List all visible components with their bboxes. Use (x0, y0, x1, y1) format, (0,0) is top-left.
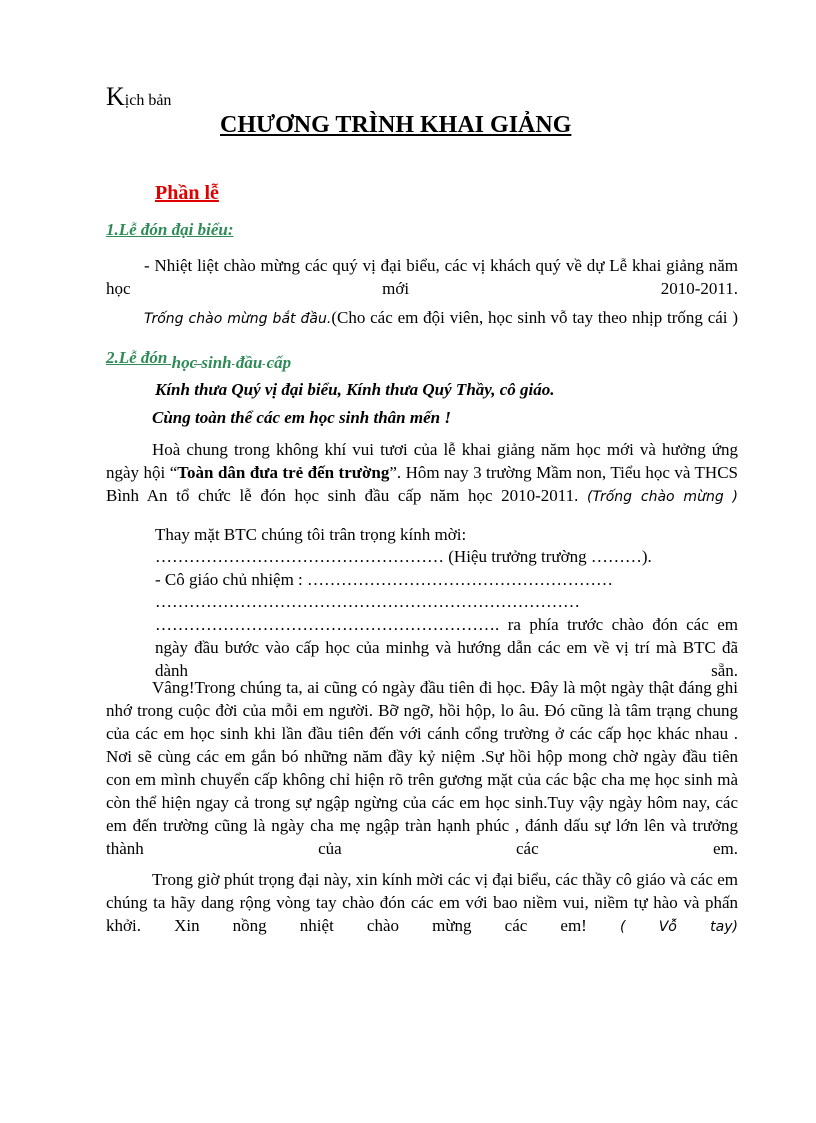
paragraph-closing: Trong giờ phút trọng đại này, xin kính mời các vị đại biểu, các thầy cô giáo và các em chúng ta hãy dang rộng vòng tay chào đón các em với bao niềm vui, niềm tự hào và phấn khởi. Xin nồng nhiệt chào mừng các em! ( Vỗ tay) (106, 870, 738, 935)
dotted-line-1: …………………………………………… (Hiệu trưởng trường ………). (155, 547, 652, 566)
paragraph-intro: Hoà chung trong không khí vui tươi của lễ khai giảng năm học mới và hưởng ứng ngày hội “Toàn dân đưa trẻ đến trường”. Hôm nay 3 trường Mầm non, Tiểu học và THCS Bình An tổ chức lễ đón học sinh đầu cấp năm học 2010-2011. (Trống chào mừng ) (106, 440, 739, 505)
heading-1: 1.Lễ đón đại biểu: (106, 220, 234, 239)
paragraph-welcome: - Nhiệt liệt chào mừng các quý vị đại biểu, các vị khách quý về dự Lễ khai giảng năm học mới 2010-2011. (106, 256, 738, 298)
document-title: CHƯƠNG TRÌNH KHAI GIẢNG (220, 112, 572, 138)
paragraph-first-day: Vâng!Trong chúng ta, ai cũng có ngày đầu tiên đi học. Đây là một ngày thật đáng ghi nhớ trong cuộc đời của mỗi em người. Bỡ ngỡ, hồi hộp, lo âu. Đó cũng là tâm trạng chung của các em học sinh khi lần đầu tiên đến với cánh cổng trường ở các cấp học khác nhau . Nơi sẽ cùng các em gắn bó những năm đầy kỷ niệm .Sự hồi hộp mong chờ ngày đầu tiên con em mình chuyển cấp không chỉ hiện rõ trên gương mặt của các bậc cha mẹ học sinh mà còn thể hiện ngay cả trong sự ngập ngừng của các em học sinh.Tuy vậy ngày hôm nay, các em đến trường cũng là ngày cha mẹ ngập tràn hạnh phúc , đánh dấu sự lớn lên và trưởng thành của các em. (106, 678, 738, 858)
greeting-line-1: Kính thưa Quý vị đại biểu, Kính thưa Quý Thầy, cô giáo. (155, 380, 555, 399)
dotted-line-2: - Cô giáo chủ nhiệm : ……………………………………………… (155, 570, 614, 589)
paragraph-welcome-front: ……………………………………………………. ra phía trước chào đón các em ngày đầu bước vào cấp học của minhg và hướng dẫn các em về vị trí mà BTC đã dành sẵn. (155, 615, 738, 680)
heading-2: 2.Lễ đón học sinh đầu cấp (106, 348, 292, 372)
greeting-line-2: Cùng toàn thể các em học sinh thân mến ! (152, 408, 451, 427)
paragraph-drum: Trống chào mừng bắt đầu.(Cho các em đội viên, học sinh vỗ tay theo nhịp trống cái ) (144, 308, 739, 327)
dotted-line-3: ………………………………………………………………… (155, 592, 580, 611)
section-title: Phần lễ (155, 182, 219, 204)
invite-line: Thay mặt BTC chúng tôi trân trọng kính mời: (155, 525, 467, 544)
script-label: Kịch bản (106, 82, 172, 111)
